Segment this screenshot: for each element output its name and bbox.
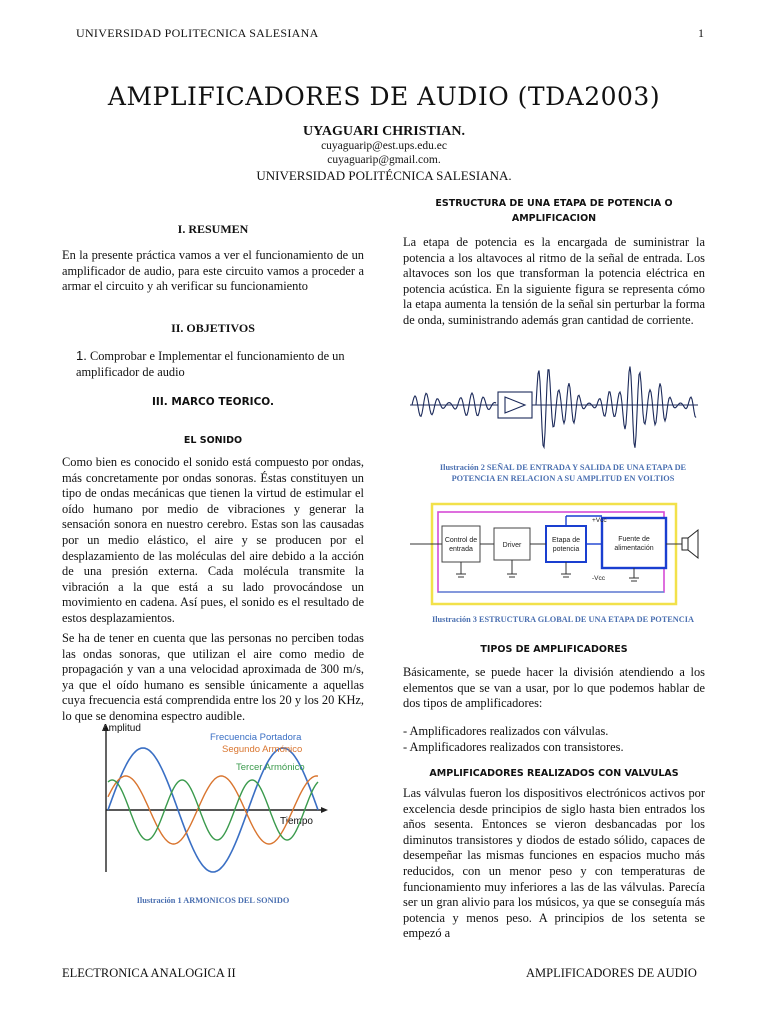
legend-fundamental: Frecuencia Portadora [210, 732, 302, 743]
vcc-positive-label: +Vcc [592, 517, 607, 524]
speaker-cone-icon [688, 530, 698, 558]
page-number: 1 [698, 26, 705, 40]
objetivo-text: Comprobar e Implementar el funcionamiento de un amplificador de audio [76, 349, 345, 379]
author-email-1: cuyaguarip@est.ups.edu.ec [321, 140, 447, 152]
paper-title: AMPLIFICADORES DE AUDIO (TDA2003) [107, 82, 661, 111]
footer-course: ELECTRONICA ANALOGICA II [62, 966, 236, 980]
block-control-label-1: Control de [444, 537, 478, 544]
block-etapa-potencia [546, 526, 586, 562]
y-axis-label: Amplitud [102, 723, 141, 734]
footer-topic: AMPLIFICADORES DE AUDIO [526, 966, 697, 980]
block-fuente-label-2: alimentación [614, 545, 654, 552]
section-heading-resumen: I. RESUMEN [177, 222, 249, 236]
author-institution: UNIVERSIDAD POLITÉCNICA SALESIANA. [256, 168, 512, 183]
estructura-paragraph: La etapa de potencia es la encargada de suministrar la potencia a los altavoces al ritmo de la señal de entrada. Los altavoces son los que transforman la potencia eléctrica en potencia acústica. En la siguiente figura se representa cómo la etapa aumenta la tensión de la señal sin perturbar la forma de onda, suministrando además gran cantidad de corriente. [403, 235, 705, 327]
section-heading-marco-teorico: III. MARCO TEORICO. [152, 396, 274, 408]
caption-fig1: Ilustración 1 ARMONICOS DEL SONIDO [136, 896, 290, 905]
block-fuente-alimentacion [602, 518, 666, 568]
author-email-2: cuyaguarip@gmail.com. [327, 154, 441, 166]
objetivo-item [62, 348, 364, 380]
tipos-list-item-1: - Amplificadores realizados con válvulas. [403, 724, 609, 738]
legend-third-harmonic: Tercer Armónico [236, 762, 305, 773]
block-etapa-label-1: Etapa de [551, 537, 581, 544]
sonido-paragraph-1: Como bien es conocido el sonido está compuesto por ondas, más concretamente por ondas sonoras. Éstas constituyen un tipo de ondas mecánicas que tienen la virtud de estimular el oído humano por medio de vibraciones y generar la sensación sonora en nuestro cerebro. Estas son las causadas por un medio elástico, el aire y se producen por el desplazamiento de las moléculas del aire debido a la acción de una presión externa. Cada molécula transmite la vibración a la que está a su lado provocándose un movimiento en cadena. Así pues, el sonido es el resultado de estos desplazamientos. [62, 455, 364, 625]
legend-second-harmonic: Segundo Armónico [222, 744, 303, 755]
x-axis-arrow [321, 807, 328, 813]
subheading-el-sonido: EL SONIDO [183, 435, 243, 446]
amplifier-block [498, 392, 532, 418]
signal-amplification-figure [408, 350, 700, 456]
vcc-negative-label: -Vcc [592, 575, 605, 582]
block-driver-label: Driver [502, 542, 522, 549]
block-control-entrada [442, 526, 480, 562]
block-control-label-2: entrada [449, 546, 473, 553]
harmonics-figure [92, 720, 332, 880]
heading-tipos: TIPOS DE AMPLIFICADORES [480, 644, 628, 655]
valvulas-paragraph: Las válvulas fueron los dispositivos electrónicos activos por excelencia desde principios de siglo hasta bien entrados los años sesenta. Entonces se vieron desbancadas por los diminutos transistores y diodos de estado sólido, capaces de desempeñar las mismas funciones en espacios mucho más reducidos, con un menor peso y con temperaturas de funcionamiento muy inferiores a las de las válvulas. Parecía ser un gran alivio para los músicos, ya que se conseguía más potencia y menos peso. A principios de los setenta se empezó a [403, 786, 705, 941]
block-etapa-label-2: potencia [552, 546, 580, 553]
objetivo-number: 1. [76, 348, 87, 363]
author-name: UYAGUARI CHRISTIAN. [302, 124, 466, 139]
speaker-icon [682, 538, 688, 550]
caption-fig2: Ilustración 2 SEÑAL DE ENTRADA Y SALIDA DE UNA ETAPA DE POTENCIA EN RELACION A SU AMPLITUD EN VOLTIOS [439, 463, 687, 483]
heading-valvulas: AMPLIFICADORES REALIZADOS CON VALVULAS [429, 768, 679, 779]
sonido-paragraph-2: Se ha de tener en cuenta que las personas no perciben todas las ondas sonoras, que utilizan el aire como medio de propagación y van a una velocidad aproximada de 300 m/s, ya que el oído humano es sensible únicamente a aquellas cuya frecuencia está comprendida entre los 20 y los 20 KHz, lo que se denomina espectro audible. [62, 631, 364, 723]
resumen-paragraph: En la presente práctica vamos a ver el funcionamiento de un amplificador de audio, para este circuito vamos a proceder a armar el circuito y ah verificar su funcionamiento [62, 248, 364, 294]
output-signal [536, 367, 696, 448]
caption-fig3: Ilustración 3 ESTRUCTURA GLOBAL DE UNA ETAPA DE POTENCIA [431, 615, 694, 624]
running-header: UNIVERSIDAD POLITECNICA SALESIANA [76, 26, 319, 40]
power-stage-structure-figure [406, 498, 702, 608]
tipos-list-item-2: - Amplificadores realizados con transistores. [403, 740, 624, 754]
block-fuente-label-1: Fuente de [618, 536, 650, 543]
section-heading-objetivos: II. OBJETIVOS [171, 321, 255, 335]
heading-estructura: ESTRUCTURA DE UNA ETAPA DE POTENCIA O AMPLIFICACION [435, 198, 673, 224]
x-axis-label: Tiempo [280, 816, 313, 827]
tipos-paragraph: Básicamente, se puede hacer la división atendiendo a los elementos que se van a usar, por lo que podemos hablar de dos tipos de amplificadores: [403, 665, 705, 711]
